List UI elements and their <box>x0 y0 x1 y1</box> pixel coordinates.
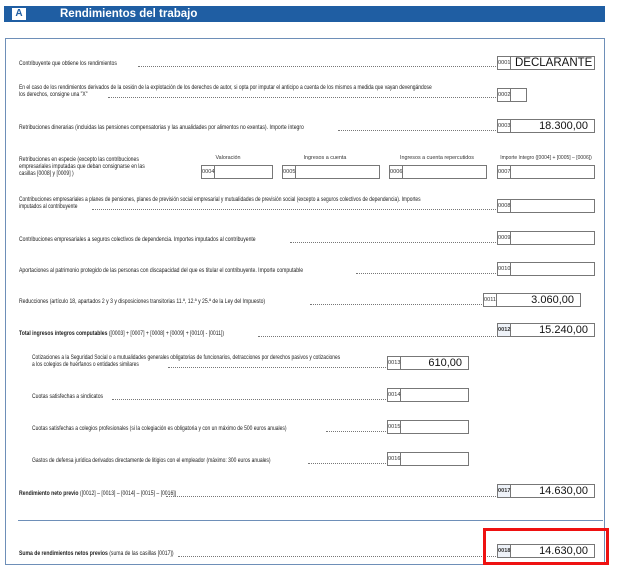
box-code-0018: 0018 <box>497 544 511 558</box>
discapacidad-label: Aportaciones al patrimonio protegido de las personas con discapacidad del que es titular el contribuyente. Importe computable <box>19 267 304 274</box>
section-header <box>4 6 605 22</box>
box-code-0004: 0004 <box>201 165 215 179</box>
suma-label-bold: Suma de rendimientos netos previos <box>19 550 108 557</box>
dot-leader <box>92 209 496 210</box>
suma-label <box>19 550 174 557</box>
cotizaciones-label-line2: a los colegios de huérfanos o entidades similares <box>32 361 139 368</box>
box-code-0007: 0007 <box>497 165 511 179</box>
total-label <box>19 330 224 337</box>
dot-leader <box>168 367 386 368</box>
cotizaciones-field[interactable]: 610,00 <box>401 356 469 370</box>
dot-leader <box>326 431 386 432</box>
autor-label-line1: En el caso de los rendimientos derivados de la cesión de la explotación de los derechos de autor, si opta por imputar el anticipo a cuenta de los mismos a medida que vayan devengándose <box>19 84 432 91</box>
ingresos-repercutidos-field[interactable] <box>403 165 487 179</box>
suma-field[interactable]: 14.630,00 <box>511 544 595 558</box>
box-code-0017: 0017 <box>497 484 511 498</box>
ingresos-cuenta-field[interactable] <box>296 165 380 179</box>
especie-label-line3: casillas [0008] y [0009] ) <box>19 170 74 177</box>
reducciones-field[interactable]: 3.060,00 <box>497 293 581 307</box>
cotizaciones-label-line1: Cotizaciones a la Seguridad Social o a mutualidades generales obligatorias de funcionarios, detracciones por derechos pasivos y cotizaciones <box>32 354 341 361</box>
col-ingresos-header: Ingresos a cuenta <box>303 155 347 161</box>
dot-leader <box>356 273 496 274</box>
especie-integro-field[interactable] <box>511 165 595 179</box>
dot-leader <box>108 97 496 98</box>
dependencia-field[interactable] <box>511 231 595 245</box>
especie-label-line2: empresariales imputadas que deban consignarse en las <box>19 163 145 170</box>
planes-field[interactable] <box>511 199 595 213</box>
colegios-field[interactable] <box>401 420 469 434</box>
box-code-0014: 0014 <box>387 388 401 402</box>
dot-leader <box>166 496 496 497</box>
sindicatos-field[interactable] <box>401 388 469 402</box>
dinerarias-label: Retribuciones dinerarias (incluidas las pensiones compensatorias y las anualidades por alimentos no exentas). Importe íntegro <box>19 124 304 131</box>
sindicatos-label: Cuotas satisfechas a sindicatos <box>32 393 104 400</box>
section-letter: A <box>12 8 26 20</box>
col-integro-header: Importe íntegro ([0004] + [0005] – [0006]) <box>500 155 592 161</box>
neto-previo-field[interactable]: 14.630,00 <box>511 484 595 498</box>
neto-previo-label-formula: ([0012] – [0013] – [0014] – [0015] – [0016]) <box>78 490 177 497</box>
total-label-bold: Total ingresos íntegros computables <box>19 330 108 337</box>
dot-leader <box>258 336 496 337</box>
dependencia-label: Contribuciones empresariales a seguros colectivos de dependencia. Importes imputados al contribuyente <box>19 236 256 243</box>
highlight-box <box>483 528 609 565</box>
dot-leader <box>290 242 496 243</box>
col-repercutidos-header: Ingresos a cuenta repercutidos <box>399 155 475 161</box>
dot-leader <box>310 304 482 305</box>
box-code-0012: 0012 <box>497 323 511 337</box>
box-code-0005: 0005 <box>282 165 296 179</box>
box-code-0001: 0001 <box>497 56 511 70</box>
box-code-0003: 0003 <box>497 119 511 133</box>
total-label-formula: ([0003] + [0007] + [0008] + [0009] + [0010] - [0011]) <box>107 330 225 337</box>
box-code-0015: 0015 <box>387 420 401 434</box>
section-title: Rendimientos del trabajo <box>60 8 198 20</box>
total-field[interactable]: 15.240,00 <box>511 323 595 337</box>
box-code-0006: 0006 <box>389 165 403 179</box>
dot-leader <box>178 556 496 557</box>
box-code-0011: 0011 <box>483 293 497 307</box>
autor-label-line2: los derechos, consigne una "X" <box>19 91 88 98</box>
section-divider <box>18 520 603 521</box>
box-code-0009: 0009 <box>497 231 511 245</box>
especie-label-line1: Retribuciones en especie (excepto las contribuciones <box>19 156 139 163</box>
dot-leader <box>138 66 496 67</box>
neto-previo-label-bold: Rendimiento neto previo <box>19 490 79 497</box>
autor-x-checkbox[interactable] <box>511 88 527 102</box>
dot-leader <box>308 463 386 464</box>
valoracion-field[interactable] <box>215 165 273 179</box>
dot-leader <box>338 130 496 131</box>
box-code-0008: 0008 <box>497 199 511 213</box>
col-valoracion-header: Valoración <box>215 155 241 161</box>
box-code-0002: 0002 <box>497 88 511 102</box>
colegios-label: Cuotas satisfechas a colegios profesionales (si la colegiación es obligatoria y con un máximo de 500 euros anuales) <box>32 425 287 432</box>
juridica-label: Gastos de defensa jurídica derivados directamente de litigios con el empleador (máximo: 300 euros anuales) <box>32 457 271 464</box>
planes-label-line1: Contribuciones empresariales a planes de pensiones, planes de previsión social empresarial y mutualidades de previsión social (excepto a seguros colectivos de dependencia). Importes <box>19 196 421 203</box>
juridica-field[interactable] <box>401 452 469 466</box>
discapacidad-field[interactable] <box>511 262 595 276</box>
suma-label-formula: (suma de las casillas [0017]) <box>107 550 174 557</box>
contribuyente-field[interactable]: DECLARANTE <box>511 56 595 70</box>
reducciones-label: Reducciones (artículo 18, apartados 2 y 3 y disposiciones transitorias 11.ª, 12.ª y 25.ª de la Ley del Impuesto) <box>19 298 266 305</box>
box-code-0016: 0016 <box>387 452 401 466</box>
dot-leader <box>112 399 386 400</box>
box-code-0010: 0010 <box>497 262 511 276</box>
box-code-0013: 0013 <box>387 356 401 370</box>
neto-previo-label <box>19 490 176 497</box>
contribuyente-label: Contribuyente que obtiene los rendimientos <box>19 60 117 67</box>
planes-label-line2: imputados al contribuyente <box>19 203 78 210</box>
dinerarias-field[interactable]: 18.300,00 <box>511 119 595 133</box>
